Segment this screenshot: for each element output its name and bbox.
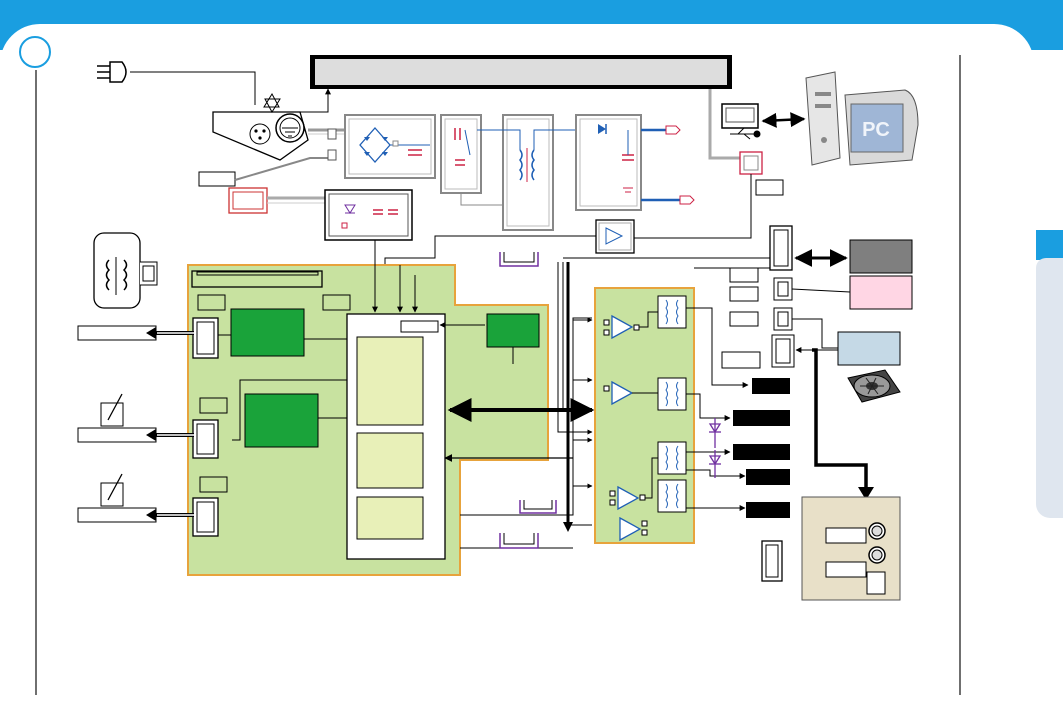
diode-icon: [709, 418, 721, 448]
label-box: [730, 287, 758, 301]
board-connector: [193, 420, 218, 458]
computer-icon: [806, 72, 918, 165]
relay-bracket: [500, 533, 538, 548]
bridge-rectifier-icon: [345, 115, 435, 178]
label-box: [323, 295, 350, 310]
cable-icon: [78, 474, 194, 522]
label-box: [198, 295, 225, 310]
output-block: [733, 410, 790, 426]
scr-control-block: [325, 190, 412, 240]
relay-bracket: [500, 252, 538, 266]
output-rectifier: [576, 115, 641, 210]
mcu-block: [347, 314, 445, 559]
small-connector: [774, 278, 792, 300]
output-block: [746, 502, 790, 518]
cable-icon: [78, 326, 194, 340]
board-connector: [193, 318, 218, 358]
power-plug-icon: [97, 62, 255, 105]
driver-module-2: [245, 394, 318, 447]
usb-icon: [730, 128, 760, 139]
display-panel-dark: [850, 240, 912, 273]
board-header-strip: [192, 271, 322, 287]
driver-module-1: [231, 309, 304, 356]
label-box: [722, 352, 760, 368]
diode-icon: [709, 450, 721, 478]
output-block: [733, 444, 790, 460]
small-connector: [772, 335, 794, 367]
board-connector: [193, 498, 218, 536]
relay-icon: [658, 378, 686, 410]
pc-label: PC: [862, 119, 890, 141]
bi-arrow-icon: [763, 119, 804, 121]
sensor-module: [487, 314, 539, 347]
display-panel-blue: [838, 332, 900, 365]
display-panel-pink: [850, 276, 912, 309]
relay-icon: [658, 296, 686, 328]
fan-icon: [848, 370, 900, 402]
label-box: [199, 172, 235, 186]
small-connector: [774, 308, 792, 330]
cable-icon: [78, 394, 194, 442]
output-block: [752, 378, 790, 394]
op-amp-icon: [596, 220, 634, 253]
system-title-bar: [310, 55, 732, 89]
small-connector: [762, 541, 782, 581]
relay-icon: [658, 442, 686, 474]
label-box: [200, 398, 227, 413]
transformer-icon: [503, 115, 553, 230]
filter-block: [441, 115, 481, 193]
display-connector: [770, 226, 792, 270]
fuse-holder: [229, 188, 330, 213]
usb-connector: [740, 152, 762, 174]
usb-monitor-box: [722, 104, 758, 128]
control-panel: [802, 497, 900, 600]
label-box: [200, 477, 227, 492]
power-inlet: [213, 94, 308, 160]
output-block: [746, 469, 790, 485]
label-box: [730, 268, 758, 282]
label-box: [730, 312, 758, 326]
relay-bracket: [520, 500, 556, 513]
relay-icon: [658, 480, 686, 512]
label-box: [756, 180, 783, 195]
transformer-icon: [94, 233, 157, 308]
